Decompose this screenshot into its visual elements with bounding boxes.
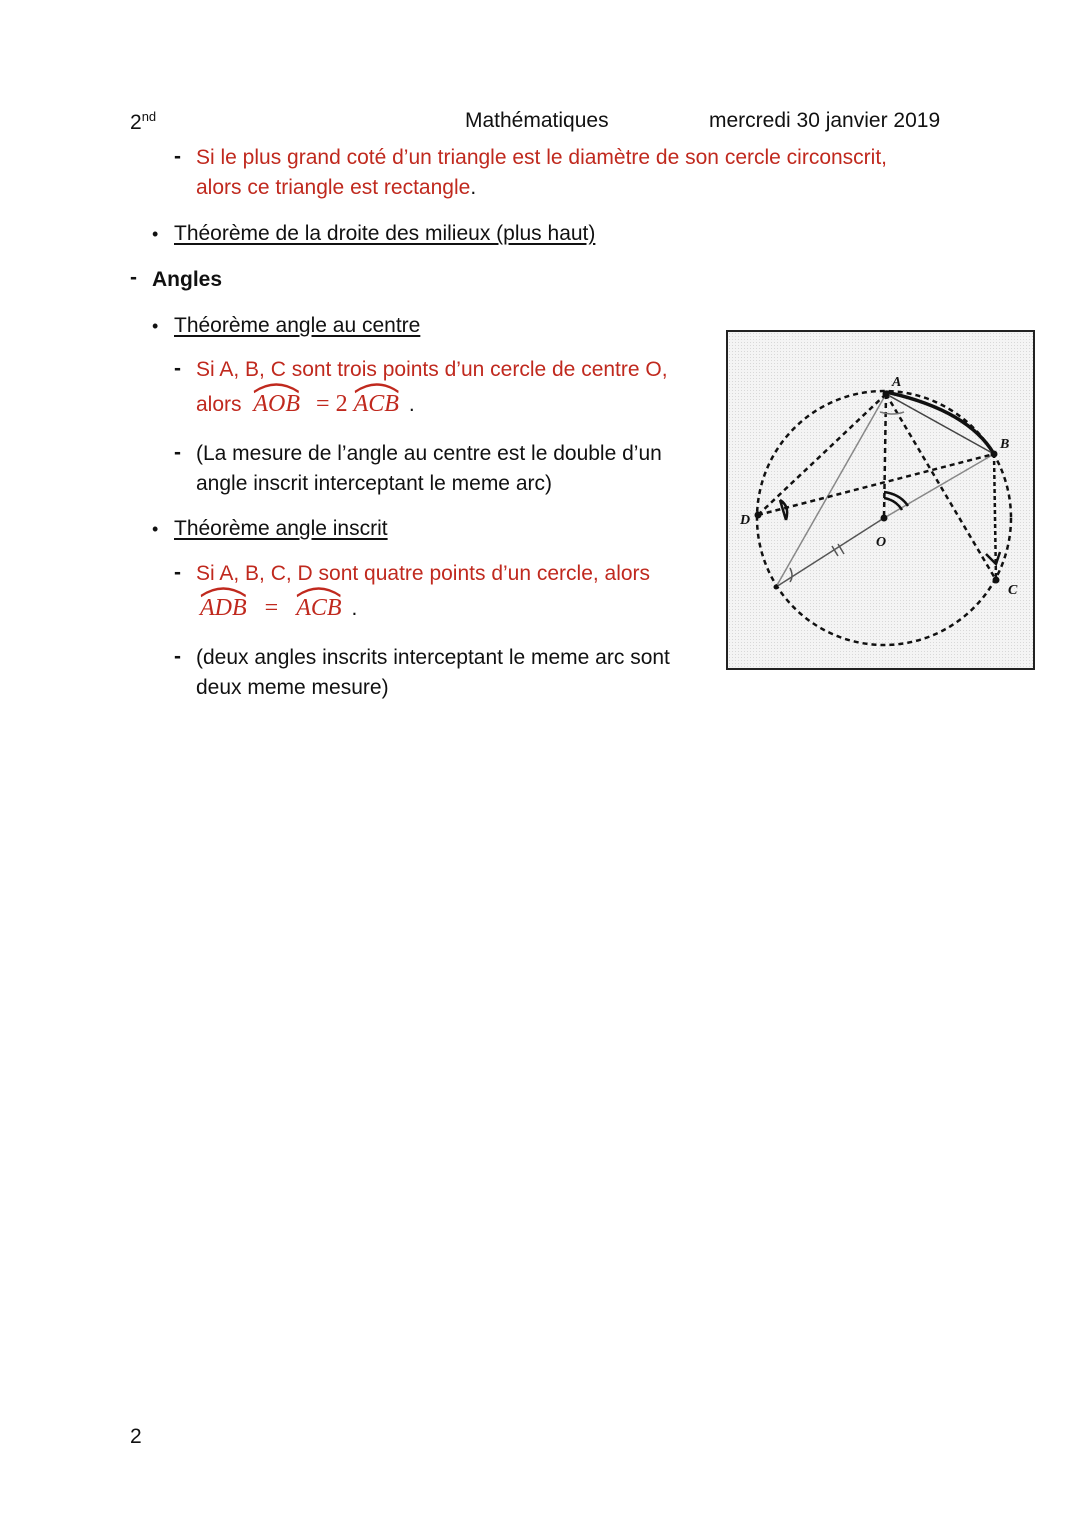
label-o: O xyxy=(876,535,887,550)
circumcircle-line2-wrap xyxy=(196,176,476,200)
point-b xyxy=(991,451,998,458)
formula-equals: = 2 xyxy=(316,391,348,417)
central-angle-line1: Si A, B, C sont trois points d’un cercle de centre O, xyxy=(196,358,668,381)
angle-acb xyxy=(296,595,341,622)
angle-mark-d xyxy=(780,500,787,520)
inscribed-angle-title: Théorème angle inscrit xyxy=(174,517,388,540)
circumcircle-line2-end: . xyxy=(470,176,477,199)
page-number: 2 xyxy=(130,1425,142,1448)
angle-mark-e xyxy=(790,568,792,582)
label-b: B xyxy=(1000,437,1010,452)
line-d-a xyxy=(758,394,886,515)
bullet-marker: • xyxy=(152,519,159,539)
central-angle-note-line1: (La mesure de l’angle au centre est le double d’un xyxy=(196,442,662,465)
dash-marker: - xyxy=(174,357,181,380)
circle-diagram xyxy=(728,332,1033,668)
circle-angles-figure xyxy=(726,330,1035,670)
circumcircle-line1: Si le plus grand coté d’un triangle est le diamètre de son cercle circonscrit, xyxy=(196,146,888,169)
label-a: A xyxy=(892,375,902,390)
dash-marker: - xyxy=(174,145,181,168)
header-date: mercredi 30 janvier 2019 xyxy=(709,109,941,132)
section-angles-title: Angles xyxy=(152,268,223,291)
tick-marks xyxy=(832,544,844,556)
formula-equals: = xyxy=(264,595,279,621)
dash-marker: - xyxy=(174,441,181,464)
header-level xyxy=(130,109,156,135)
header-subject: Mathématiques xyxy=(465,109,609,132)
midpoint-theorem-title: Théorème de la droite des milieux (plus haut) xyxy=(174,222,596,245)
point-e xyxy=(774,585,779,590)
circumcircle-line2: alors ce triangle est rectangle xyxy=(196,176,471,199)
point-c xyxy=(993,577,1000,584)
inscribed-angle-formula xyxy=(200,595,357,622)
point-o xyxy=(881,515,888,522)
angle-acb-text: ACB xyxy=(296,595,342,621)
point-a xyxy=(883,391,890,398)
inscribed-angle-note-line1: (deux angles inscrits interceptant le meme arc sont xyxy=(196,646,670,669)
label-d: D xyxy=(740,513,751,528)
inscribed-angle-note-line2: deux meme mesure) xyxy=(196,676,389,699)
central-angle-title: Théorème angle au centre xyxy=(174,314,421,337)
formula-alors: alors xyxy=(196,393,242,416)
angle-adb-text: ADB xyxy=(200,595,247,621)
line-a-e xyxy=(776,394,886,587)
point-d xyxy=(755,512,762,519)
level-suffix: nd xyxy=(141,109,157,124)
angle-aob-text: AOB xyxy=(253,391,301,417)
angle-mark-a xyxy=(880,412,904,414)
angle-adb xyxy=(200,595,247,622)
angle-acb xyxy=(354,391,399,418)
bullet-marker: • xyxy=(152,224,159,244)
formula-period: . xyxy=(351,597,358,620)
level-number: 2 xyxy=(130,111,142,134)
line-a-b xyxy=(886,394,994,454)
line-a-c xyxy=(886,394,996,580)
dash-marker: - xyxy=(174,561,181,584)
label-c: C xyxy=(1008,583,1018,598)
dash-marker: - xyxy=(174,645,181,668)
inscribed-angle-line1: Si A, B, C, D sont quatre points d’un cercle, alors xyxy=(196,562,651,585)
central-angle-formula xyxy=(196,391,415,418)
angle-mark-c xyxy=(986,552,1000,564)
bullet-marker: • xyxy=(152,316,159,336)
formula-period: . xyxy=(408,393,415,416)
angle-mark-o xyxy=(884,492,908,510)
section-dash-marker: - xyxy=(130,266,137,289)
angle-acb-text: ACB xyxy=(353,391,399,417)
central-angle-note-line2: angle inscrit interceptant le meme arc) xyxy=(196,472,552,495)
angle-aob xyxy=(253,391,300,418)
line-d-b xyxy=(758,454,994,515)
